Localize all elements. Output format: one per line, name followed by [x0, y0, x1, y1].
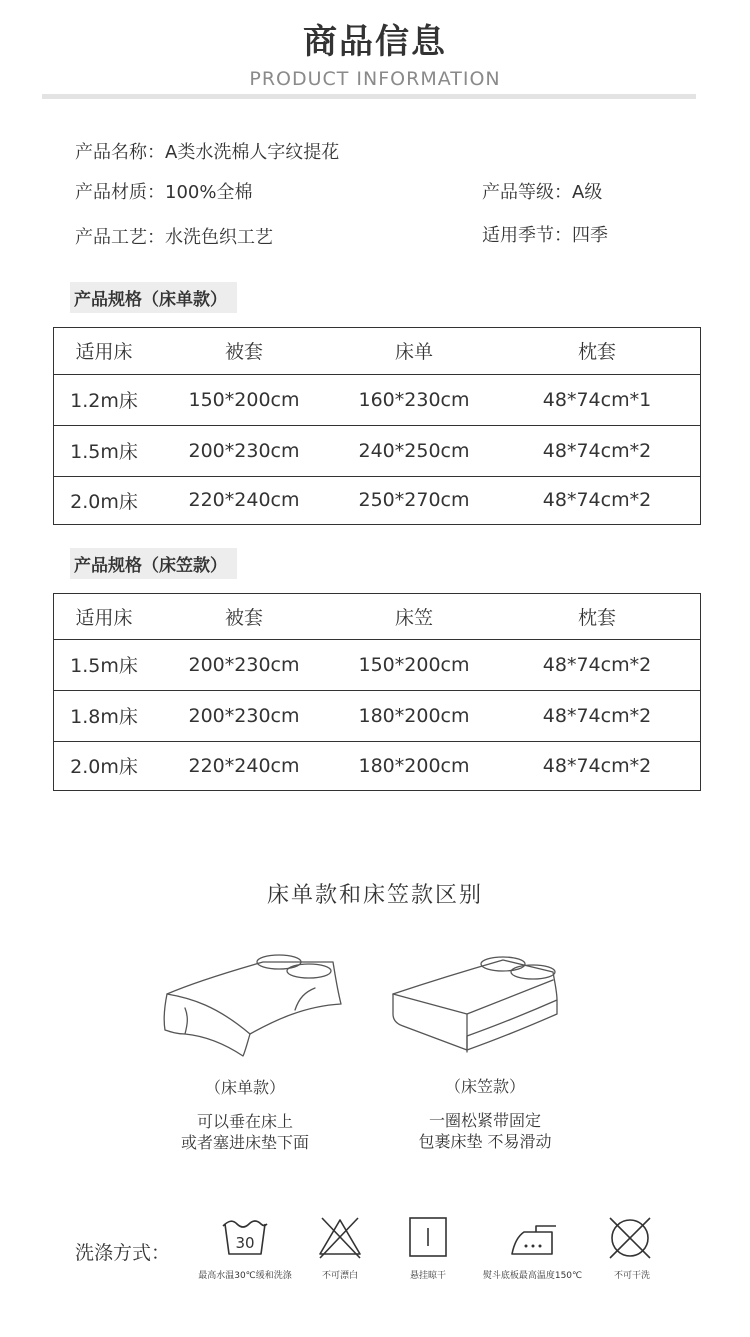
table-cell: 48*74cm*2 [494, 741, 700, 790]
table-cell: 240*250cm [334, 425, 494, 476]
table-row [54, 690, 700, 741]
table-row [54, 639, 700, 690]
table-cell: 200*230cm [154, 639, 334, 690]
fitted-caption: （床笠款） [444, 1077, 525, 1096]
product-craft: 产品工艺：水洗色织工艺 [75, 227, 273, 248]
wash-temp-text: 30 [235, 1234, 255, 1252]
table-cell: 250*270cm [334, 476, 494, 524]
table-cell: 180*200cm [334, 741, 494, 790]
product-grade: 产品等级：A级 [482, 182, 603, 203]
fitted-spec-table [53, 593, 701, 791]
table-cell: 48*74cm*2 [494, 476, 700, 524]
difference-title: 床单款和床笠款区别 [266, 883, 483, 908]
table-cell: 1.5m床 [54, 425, 154, 476]
table-row [54, 425, 700, 476]
table-cell: 48*74cm*2 [494, 690, 700, 741]
table-cell: 200*230cm [154, 690, 334, 741]
table-cell: 220*240cm [154, 741, 334, 790]
table-cell: 1.2m床 [54, 374, 154, 425]
sheet-caption: （床单款） [204, 1078, 285, 1097]
page-subtitle: PRODUCT INFORMATION [249, 68, 501, 90]
page-title: 商品信息 [303, 22, 447, 62]
table-cell: 48*74cm*2 [494, 425, 700, 476]
sheet-desc-line1: 可以垂在床上 [196, 1112, 293, 1131]
table-cell: 180*200cm [334, 690, 494, 741]
header-cell: 枕套 [577, 341, 616, 364]
no-tumble-dry-icon [600, 1214, 660, 1260]
washing-label: 洗涤方式： [75, 1242, 171, 1264]
header-cell: 床笠 [394, 606, 433, 629]
header-cell: 床单 [394, 341, 433, 364]
table-cell: 48*74cm*2 [494, 639, 700, 690]
product-name: 产品名称：A类水洗棉人字纹提花 [75, 142, 340, 163]
sheet-spec-table [53, 327, 701, 525]
sheet-desc-line2: 或者塞进床垫下面 [180, 1133, 309, 1152]
fitted-spec-label: 产品规格（床笠款） [70, 548, 237, 579]
no-bleach-caption: 不可漂白 [321, 1271, 358, 1281]
header-cell: 被套 [224, 606, 263, 629]
header-cell: 适用床 [75, 606, 133, 629]
fitted-desc-line1: 一圈松紧带固定 [428, 1111, 541, 1130]
no-bleach-icon [310, 1214, 370, 1260]
table-cell: 1.8m床 [54, 690, 154, 741]
iron-icon [502, 1214, 562, 1260]
header-divider [42, 94, 696, 99]
table-cell: 2.0m床 [54, 741, 154, 790]
hang-dry-icon [398, 1214, 458, 1260]
table-row [54, 476, 700, 524]
flat-sheet-illustration [155, 948, 345, 1063]
product-material: 产品材质：100%全棉 [75, 182, 253, 203]
table-cell: 150*200cm [334, 639, 494, 690]
wash-caption: 最高水温30℃缓和洗涤 [198, 1271, 292, 1281]
table-cell: 48*74cm*1 [494, 374, 700, 425]
table-cell: 2.0m床 [54, 476, 154, 524]
iron-caption: 熨斗底板最高温度150℃ [482, 1271, 583, 1281]
no-dry-clean-caption: 不可干洗 [613, 1271, 650, 1281]
header-cell: 适用床 [75, 341, 133, 364]
table-cell: 150*200cm [154, 374, 334, 425]
table-row [54, 374, 700, 425]
header-cell: 被套 [224, 341, 263, 364]
sheet-spec-label: 产品规格（床单款） [70, 282, 237, 313]
hang-dry-caption: 悬挂晾干 [409, 1271, 446, 1281]
table-header-row [54, 328, 700, 374]
fitted-desc-line2: 包裹床垫 不易滑动 [418, 1132, 552, 1151]
table-header-row [54, 594, 700, 639]
table-cell: 200*230cm [154, 425, 334, 476]
fitted-sheet-illustration [385, 948, 565, 1053]
table-cell: 1.5m床 [54, 639, 154, 690]
table-row [54, 741, 700, 790]
wash-30-icon [215, 1214, 275, 1260]
table-cell: 220*240cm [154, 476, 334, 524]
product-season: 适用季节：四季 [482, 225, 608, 246]
header-cell: 枕套 [577, 606, 616, 629]
table-cell: 160*230cm [334, 374, 494, 425]
